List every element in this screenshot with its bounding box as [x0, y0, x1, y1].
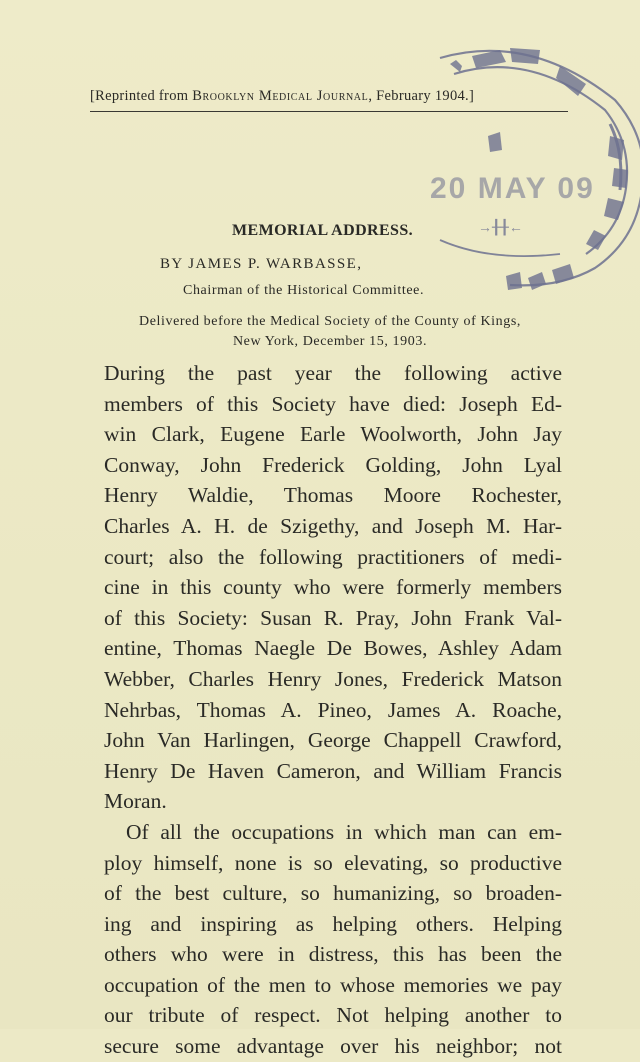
delivery-note — [90, 312, 570, 352]
body-line: Webber, Charles Henry Jones, Frederick Matson — [104, 666, 562, 691]
body-line: John Van Harlingen, George Chappell Crawford, — [104, 728, 562, 753]
body-line: of the best culture, so humanizing, so broaden- — [104, 881, 562, 906]
body-line: secure some advantage over his neighbor; not — [104, 1034, 562, 1059]
stamp-letters-top-2 — [510, 48, 540, 64]
delivery-line-1: Delivered before the Medical Society of the County of Kings, — [138, 314, 521, 329]
author-role: Chairman of the Historical Committee. — [183, 283, 425, 298]
body-line: win Clark, Eugene Earle Woolworth, John Jay — [104, 422, 562, 447]
body-line: court; also the following practitioners of medi- — [104, 544, 562, 569]
body-line: Henry Waldie, Thomas Moore Rochester, — [104, 483, 562, 508]
stamp-lower-arc — [440, 240, 560, 256]
stamp-star — [586, 230, 606, 250]
stamp-block-2 — [612, 168, 628, 188]
page-title: MEMORIAL ADDRESS. — [232, 222, 414, 239]
body-line: Charles A. H. de Szigethy, and Joseph M. Har- — [104, 513, 562, 538]
body-line: members of this Society have died: Joseph Ed- — [104, 391, 562, 416]
reprint-open: [Reprinted from — [90, 88, 193, 104]
body-line: Nehrbas, Thomas A. Pineo, James A. Roache, — [104, 697, 562, 722]
delivery-line-2: New York, December 15, 1903. — [232, 334, 428, 349]
body-line: ploy himself, none is so elevating, so productive — [104, 850, 562, 875]
body-line: Of all the occupations in which man can em- — [126, 819, 562, 844]
body-line: entine, Thomas Naegle De Bowes, Ashley Adam — [104, 636, 562, 661]
body-line: others who were in distress, this has been the — [104, 942, 562, 967]
stamp-date: 20 MAY 09 — [430, 172, 595, 205]
stamp-letters-bottom — [528, 272, 546, 290]
stamp-rule-mark: →╂╂← — [478, 219, 523, 235]
body-line: During the past year the following active — [104, 361, 562, 385]
reprint-date: , February 1904.] — [368, 88, 475, 104]
body-line: our tribute of respect. Not helping another to — [104, 1003, 562, 1028]
author-byline: BY JAMES P. WARBASSE, — [160, 256, 363, 272]
body-line: occupation of the men to whose memories we pay — [104, 972, 562, 997]
body-line: cine in this county who were formerly members — [104, 575, 562, 600]
stamp-letters-bottom-2 — [552, 264, 574, 284]
body-line: Moran. — [104, 789, 167, 814]
body-line: ing and inspiring as helping others. Helping — [104, 911, 562, 936]
stamp-block-1 — [608, 136, 624, 160]
body-line: of this Society: Susan R. Pray, John Frank Val- — [104, 605, 562, 630]
stamp-ornament — [450, 60, 462, 72]
stamp-letters-top — [472, 50, 506, 68]
library-stamp — [410, 40, 640, 310]
stamp-seal-mark — [488, 132, 502, 152]
stamp-letters-bottom-3 — [506, 272, 522, 290]
body-line: Conway, John Frederick Golding, John Lyal — [104, 452, 562, 477]
stamp-block-3 — [604, 198, 624, 220]
body-text — [104, 358, 562, 1062]
body-line: Henry De Haven Cameron, and William Francis — [104, 758, 562, 783]
reprint-journal: Brooklyn Medical Journal — [192, 88, 369, 104]
